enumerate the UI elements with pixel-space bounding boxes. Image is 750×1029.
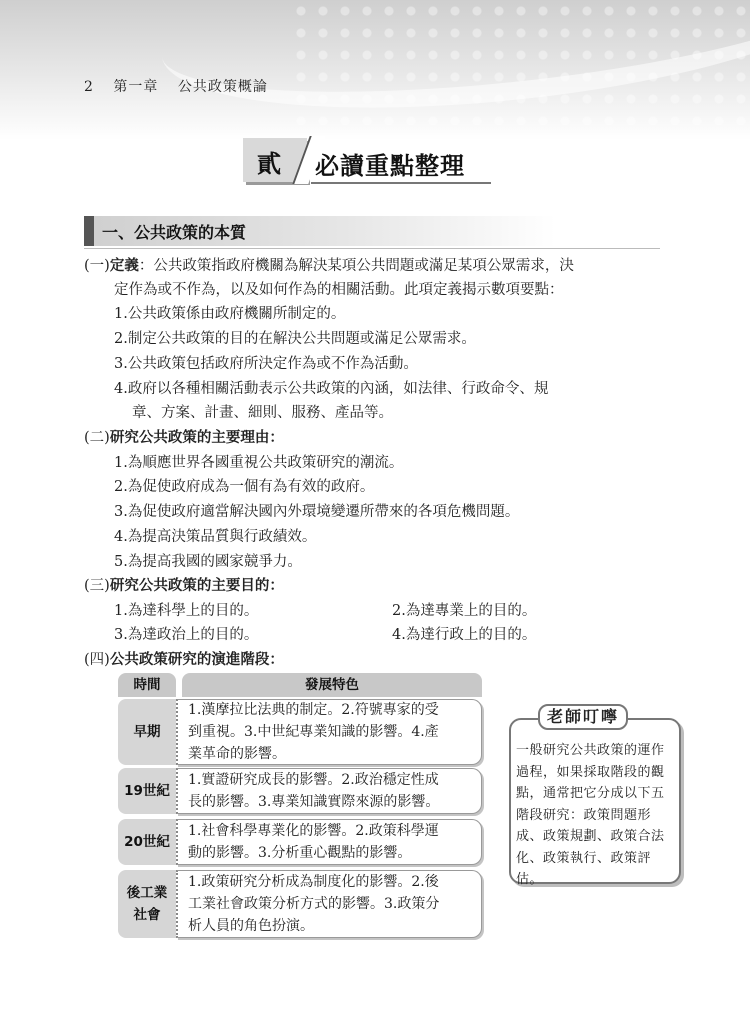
definition-label: 定義	[109, 258, 139, 274]
table-row	[118, 870, 482, 938]
period-label: 20世紀	[118, 819, 176, 865]
table-row	[118, 699, 482, 765]
period-description: 1.政策研究分析成為制度化的影響。2.後 工業社會政策分析方式的影響。3.政策分 析人員的角色扮演。	[176, 870, 482, 938]
list-item: 2.制定公共政策的目的在解決公共問題或滿足公眾需求。	[114, 331, 476, 347]
list-item: 2.為促使政府成為一個有為有效的政府。	[114, 479, 375, 495]
period-description: 1.實證研究成長的影響。2.政治穩定性成 長的影響。3.專業知識實際來源的影響。	[176, 768, 482, 814]
page-title	[243, 138, 493, 182]
title-badge: 貳	[243, 138, 307, 182]
title-underline	[311, 182, 491, 184]
period-label: 19世紀	[118, 768, 176, 814]
page-number: 2	[84, 79, 94, 95]
reasons-heading: (二)研究公共政策的主要理由：	[84, 430, 284, 446]
period-label: 早期	[118, 699, 176, 765]
period-description: 1.漢摩拉比法典的制定。2.符號專家的受 到重視。3.中世紀專業知識的影響。4.產 業革命的影響。	[176, 699, 482, 765]
table-header-time: 時間	[118, 673, 176, 697]
stages-heading: (四)公共政策研究的演進階段：	[84, 652, 284, 668]
list-item-continuation: 章、方案、計畫、細則、服務、產品等。	[132, 405, 393, 421]
section-heading-bar	[84, 216, 556, 246]
period-label: 後工業 社會	[118, 870, 176, 938]
running-header	[84, 76, 282, 96]
list-item: 2.為達專業上的目的。	[392, 603, 537, 619]
list-item: 4.為提高決策品質與行政績效。	[114, 529, 317, 545]
list-item: 1.公共政策係由政府機關所制定的。	[114, 306, 346, 322]
list-item: 4.政府以各種相關活動表示公共政策的內涵，如法律、行政命令、規	[114, 381, 549, 397]
section-heading: 一、公共政策的本質	[102, 223, 247, 242]
page-header-background	[0, 0, 750, 140]
list-item: 3.為促使政府適當解決國內外環境變遷所帶來的各項危機問題。	[114, 504, 520, 520]
definition-line-2: 定作為或不作為，以及如何作為的相關活動。此項定義揭示數項要點：	[114, 282, 564, 298]
goals-heading: (三)研究公共政策的主要目的：	[84, 578, 284, 594]
list-item: 5.為提高我國的國家競爭力。	[114, 554, 302, 570]
teacher-tip-title: 老師叮嚀	[538, 704, 628, 730]
table-header-features: 發展特色	[182, 673, 482, 697]
section-divider	[84, 248, 660, 249]
table-row	[118, 819, 482, 865]
list-item: 4.為達行政上的目的。	[392, 627, 537, 643]
list-item: 1.為順應世界各國重視公共政策研究的潮流。	[114, 455, 404, 471]
table-row	[118, 768, 482, 814]
list-item: 3.公共政策包括政府所決定作為或不作為活動。	[114, 356, 418, 372]
chapter-title: 公共政策概論	[177, 79, 268, 95]
definition-paragraph: (一)定義：公共政策指政府機關為解決某項公共問題或滿足某項公眾需求，決	[84, 258, 574, 274]
title-text: 必讀重點整理	[315, 152, 465, 180]
teacher-tip-text: 一般研究公共政策的運作過程，如果採取階段的觀點，通常把它分成以下五階段研究：政策問題形成、政策規劃、政策合法化、政策執行、政策評估。	[516, 743, 665, 887]
list-item: 3.為達政治上的目的。	[114, 627, 259, 643]
period-description: 1.社會科學專業化的影響。2.政策科學運 動的影響。3.分析重心觀點的影響。	[176, 819, 482, 865]
chapter-number: 第一章	[113, 79, 159, 95]
list-item: 1.為達科學上的目的。	[114, 603, 259, 619]
